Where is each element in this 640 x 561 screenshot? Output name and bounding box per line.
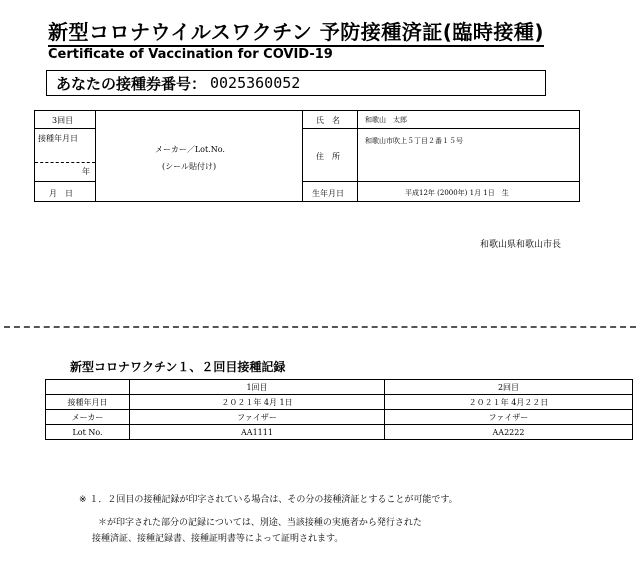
issuer-name: 和歌山県和歌山市長 (480, 240, 562, 250)
name-value: 和歌山 太郎 (365, 116, 407, 124)
birth-label: 生年月日 (312, 189, 344, 198)
dose2-value: AA2222 (385, 425, 633, 440)
ticket-number: 0025360052 (210, 74, 301, 92)
records-table (45, 379, 633, 440)
ticket-label: あなたの接種券番号： (56, 75, 207, 93)
records-header-row (46, 380, 633, 395)
records-title: 新型コロナワクチン１、２回目接種記録 (70, 360, 286, 374)
date-label: 接種年月日 (38, 134, 78, 143)
row-label: メーカー (46, 410, 130, 425)
maker-lot-label: メーカー／Lot.No. (155, 145, 225, 154)
row-label: 接種年月日 (46, 395, 130, 410)
third-dose-table (34, 110, 580, 202)
address-label: 住 所 (316, 152, 340, 161)
table-row (46, 410, 633, 425)
ticket-number-box (46, 70, 546, 96)
note-line-2: ＊が印字された部分の記録については、別途、当該接種の実施者から発行された (98, 518, 422, 528)
dose2-value: ２０２１年 4月２２日 (385, 395, 633, 410)
table-row (46, 425, 633, 440)
records-header-cell: 2回目 (385, 380, 633, 395)
address-value: 和歌山市吹上５丁目２番１５号 (365, 137, 463, 145)
month-day-label: 月 日 (49, 189, 73, 198)
dose1-value: ファイザー (130, 410, 385, 425)
dose1-value: AA1111 (130, 425, 385, 440)
note-line-1: ※ １．２回目の接種記録が印字されている場合は、その分の接種済証とすることが可能です。 (79, 495, 458, 505)
records-header-cell: 1回目 (130, 380, 385, 395)
table-row (46, 395, 633, 410)
dose1-value: ２０２１年 4月 1日 (130, 395, 385, 410)
birth-value: 平成12年 (2000年) 1月 1日 生 (405, 189, 509, 197)
records-header-cell (46, 380, 130, 395)
cut-line (4, 326, 636, 328)
sticker-label: (シール貼付け) (162, 162, 217, 171)
dose2-value: ファイザー (385, 410, 633, 425)
name-label: 氏 名 (316, 116, 340, 125)
certificate-title-en: Certificate of Vaccination for COVID-19 (48, 47, 333, 62)
dose-label: 3回目 (52, 116, 74, 125)
row-label: Lot No. (46, 425, 130, 440)
note-line-3: 接種済証、接種記録書、接種証明書等によって証明されます。 (92, 534, 344, 544)
certificate-title-jp: 新型コロナウイルスワクチン 予防接種済証(臨時接種) (48, 20, 544, 47)
year-label: 年 (82, 167, 90, 176)
